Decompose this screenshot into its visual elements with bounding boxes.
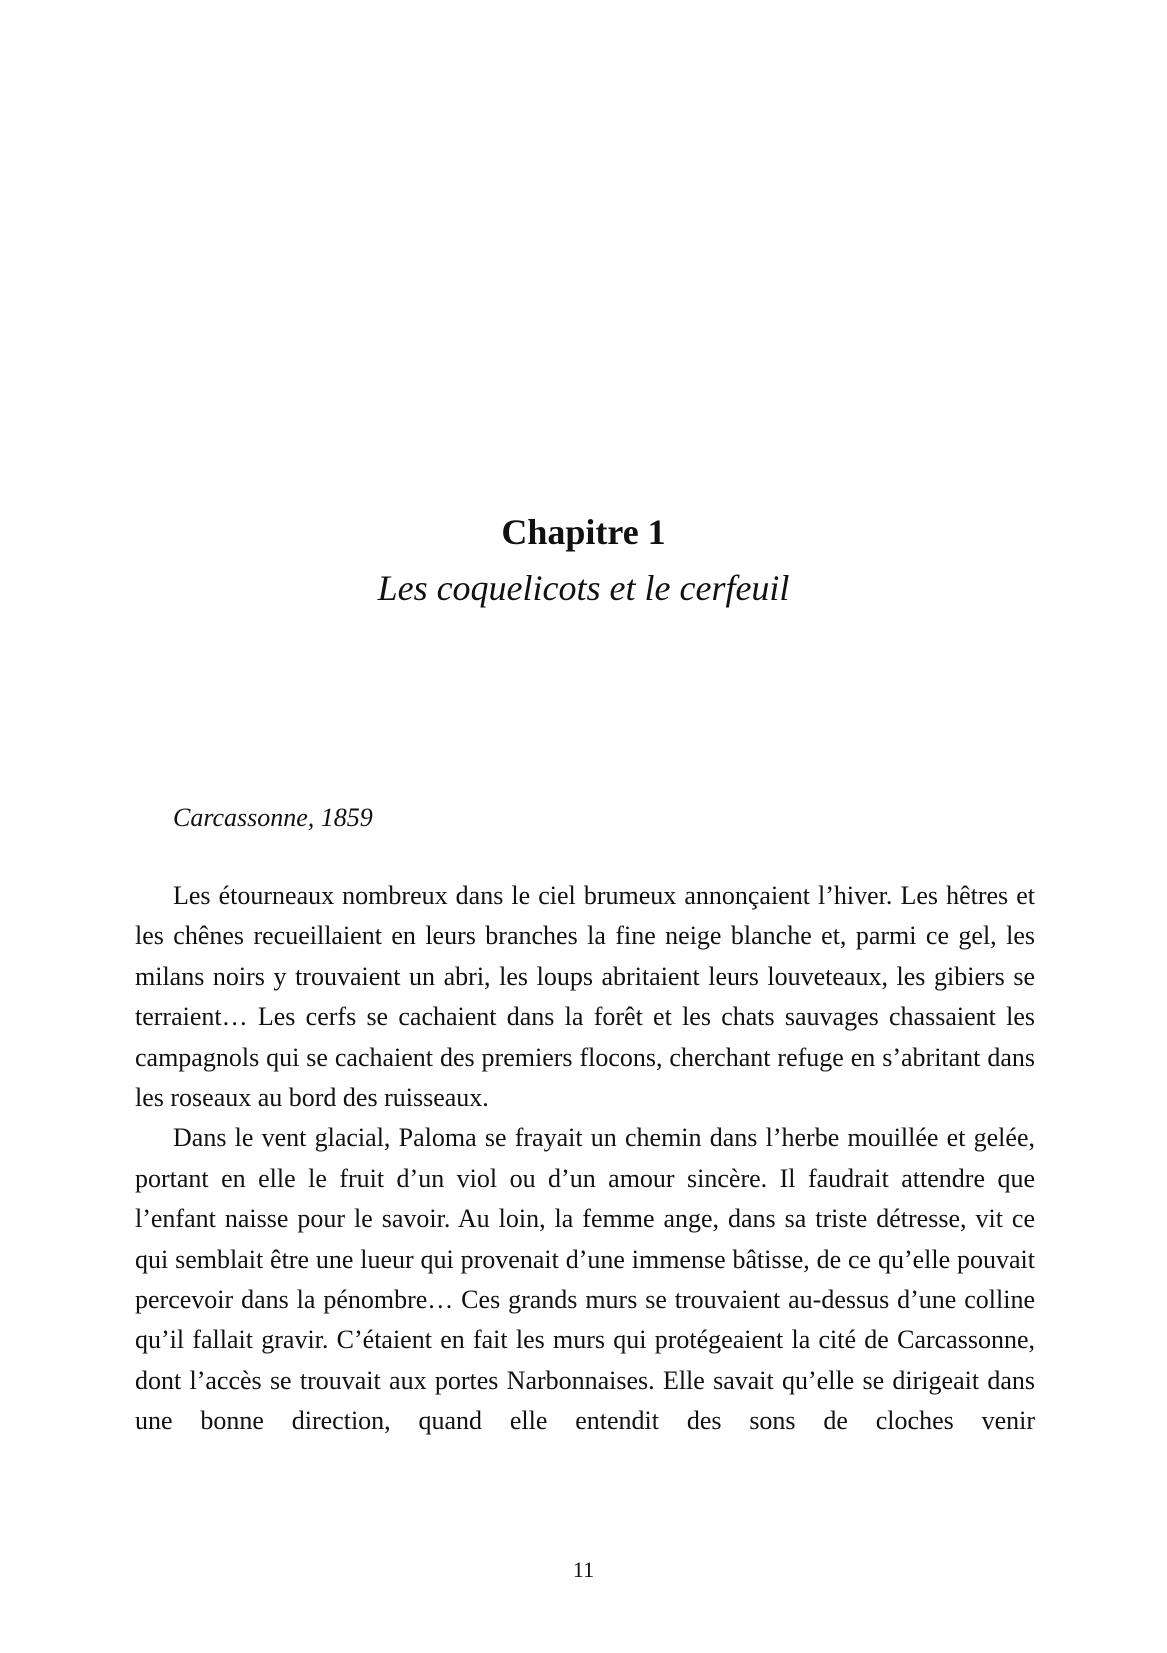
- page-number: 11: [572, 1557, 595, 1582]
- body-text: [135, 876, 1035, 1442]
- place-date: Carcassonne, 1859: [173, 803, 373, 832]
- chapter-number: Chapitre 1: [501, 512, 666, 552]
- paragraph: Les étourneaux nombreux dans le ciel brumeux annonçaient l’hiver. Les hêtres et les chênes recueillaient en leurs branches la fine neige blanche et, parmi ce gel, les milans noirs y trouvaient un abri, les loups abritaient leurs louveteaux, les gibiers se terraient… Les cerfs se cachaient dans la forêt et les chats sauvages chassaient les campagnols qui se cachaient des premiers flocons, cherchant refuge en s’abritant dans les roseaux au bord des ruisseaux.: [135, 881, 1035, 1113]
- paragraph: Dans le vent glacial, Paloma se frayait un chemin dans l’herbe mouillée et gelée, portant en elle le fruit d’un viol ou d’un amour sincère. Il faudrait attendre que l’enfant naisse pour le savoir. Au loin, la femme ange, dans sa triste détresse, vit ce qui semblait être une lueur qui provenait d’une immense bâtisse, de ce qu’elle pouvait percevoir dans la pénombre… Ces grands murs se trouvaient au-dessus d’une colline qu’il fallait gravir. C’étaient en fait les murs qui protégeaient la cité de Carcassonne, dont l’accès se trouvait aux portes Narbonnaises. Elle savait qu’elle se dirigeait dans une bonne direction, quand elle entendit des sons de cloches venir: [135, 1123, 1035, 1436]
- chapter-subtitle: Les coquelicots et le cerfeuil: [377, 568, 790, 608]
